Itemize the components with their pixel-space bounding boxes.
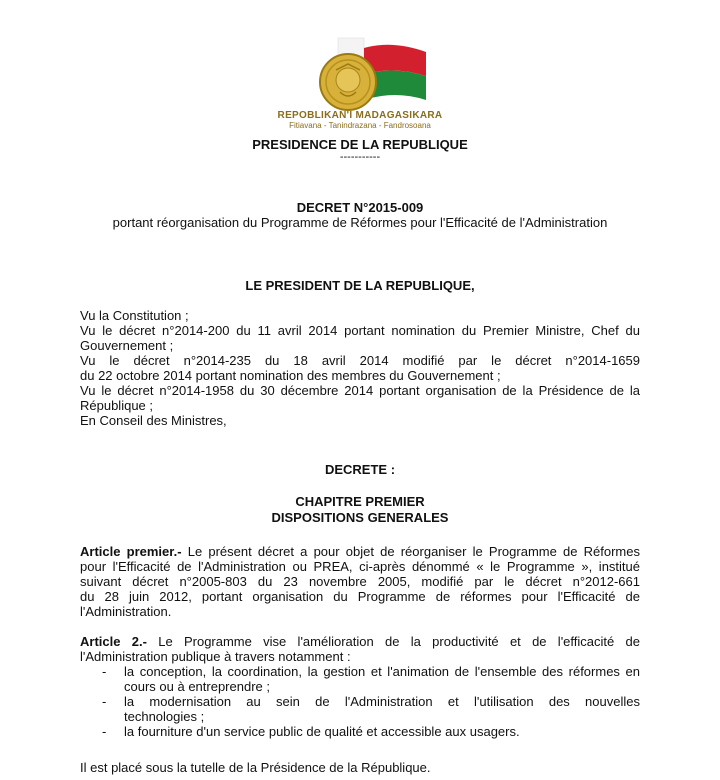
visa-line: République ; (80, 398, 153, 413)
chapter-subtitle: DISPOSITIONS GENERALES (271, 510, 449, 525)
article-2 (80, 634, 640, 739)
madagascar-coat-of-arms-icon (300, 30, 440, 120)
article-2-label: Article 2.- (80, 634, 147, 649)
article-1-line: Article premier.- Le présent décret a pour objet de réorganiser le Programme de Réformes (80, 544, 640, 559)
dash-bullet: - (102, 724, 107, 739)
closing-line: Il est placé sous la tutelle de la Présidence de la République. (80, 760, 431, 775)
visa-line: Vu le décret n°2014-235 du 18 avril 2014 modifié par le décret n°2014-1659 (80, 353, 640, 368)
article-1-line: du 28 juin 2012, portant organisation du Programme de réformes pour l'Efficacité de (80, 589, 640, 604)
presidency-title: PRESIDENCE DE LA REPUBLIQUE (252, 137, 468, 152)
chapter-title: CHAPITRE PREMIER (295, 494, 425, 509)
article-2-list (80, 664, 640, 739)
article-2-line: l'Administration publique à travers notamment : (80, 649, 351, 664)
visa-line: Gouvernement ; (80, 338, 174, 353)
dash-bullet: - (102, 694, 107, 709)
visa-line: Vu la Constitution ; (80, 308, 189, 323)
visa-line: En Conseil des Ministres, (80, 413, 227, 428)
visa-line: Vu le décret n°2014-1958 du 30 décembre 2014 portant organisation de la Présidence de la (80, 383, 640, 398)
visa-line: Vu le décret n°2014-200 du 11 avril 2014 portant nomination du Premier Ministre, Chef du (80, 323, 640, 338)
article-2-line: Article 2.- Le Programme vise l'amélioration de la productivité et de l'efficacité de (80, 634, 640, 649)
decrete-heading: DECRETE : (324, 462, 396, 477)
list-item: - la fourniture d'un service public de qualité et accessible aux usagers. (102, 724, 520, 739)
president-heading: LE PRESIDENT DE LA REPUBLIQUE, (245, 278, 475, 293)
article-1-line: pour l'Efficacité de l'Administration ou PREA, ci-après dénommé « le Programme », institué (80, 559, 640, 574)
dash-bullet: - (102, 664, 107, 679)
visa-line: du 22 octobre 2014 portant nomination des membres du Gouvernement ; (80, 368, 501, 383)
republic-name: REPOBLIKAN'I MADAGASIKARA (277, 110, 443, 121)
list-item: - la conception, la coordination, la gestion et l'animation de l'ensemble des réformes en cours ou à entreprendre ; (102, 664, 640, 694)
article-1 (80, 544, 640, 619)
article-1-line: l'Administration. (80, 604, 172, 619)
visas-block (80, 308, 640, 428)
header-separator: ----------- (339, 151, 381, 163)
republic-motto: Fitiavana - Tanindrazana - Fandrosoana (289, 121, 431, 130)
decree-subtitle: portant réorganisation du Programme de Réformes pour l'Efficacité de l'Administration (112, 215, 608, 230)
list-item: - la modernisation au sein de l'Administration et l'utilisation des nouvelles technologies ; (102, 694, 640, 724)
article-1-label: Article premier.- (80, 544, 182, 559)
decree-number: DECRET N°2015-009 (296, 200, 424, 215)
article-1-line: suivant décret n°2005-803 du 23 novembre 2005, modifié par le décret n°2012-661 (80, 574, 640, 589)
